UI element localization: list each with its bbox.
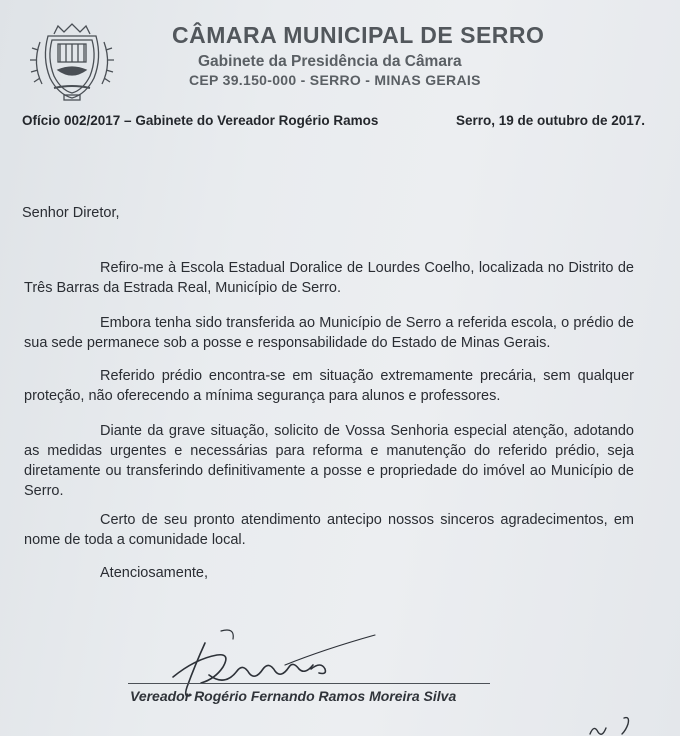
salutation: Senhor Diretor, [22,205,120,221]
margin-mark-icon [586,714,636,736]
body-paragraph: Embora tenha sido transferida ao Município de Serro a referida escola, o prédio de sua sede permanece sob a posse e responsabilidade do Estado de Minas Gerais. [24,315,634,351]
office-reference: Ofício 002/2017 – Gabinete do Vereador Rogério Ramos [22,113,379,128]
body-paragraph: Refiro-me à Escola Estadual Doralice de Lourdes Coelho, localizada no Distrito de Três Barras da Estrada Real, Município de Serro. [24,260,634,296]
body-paragraph: Certo de seu pronto atendimento antecipo nossos sinceros agradecimentos, em nome de toda a comunidade local. [24,512,634,548]
body-paragraph: Referido prédio encontra-se em situação extremamente precária, sem qualquer proteção, não oferecendo a mínima segurança para alunos e professores. [24,368,634,404]
signer-name: Vereador Rogério Fernando Ramos Moreira Silva [130,688,457,704]
letterhead-title: CÂMARA MUNICIPAL DE SERRO [172,22,545,48]
signature-line [128,683,490,684]
coat-of-arms-icon [28,20,116,102]
letterhead-subtitle: Gabinete da Presidência da Câmara [198,53,462,70]
body-paragraph: Diante da grave situação, solicito de Vossa Senhoria especial atenção, adotando as medidas urgentes e necessárias para reforma e manutenção do referido prédio, seja diretamente ou transferindo definitivamente a posse e propriedade do imóvel ao Município de Serro. [24,423,634,499]
closing: Atenciosamente, [100,565,209,581]
letterhead-address: CEP 39.150-000 - SERRO - MINAS GERAIS [189,72,481,88]
place-date: Serro, 19 de outubro de 2017. [456,113,646,128]
